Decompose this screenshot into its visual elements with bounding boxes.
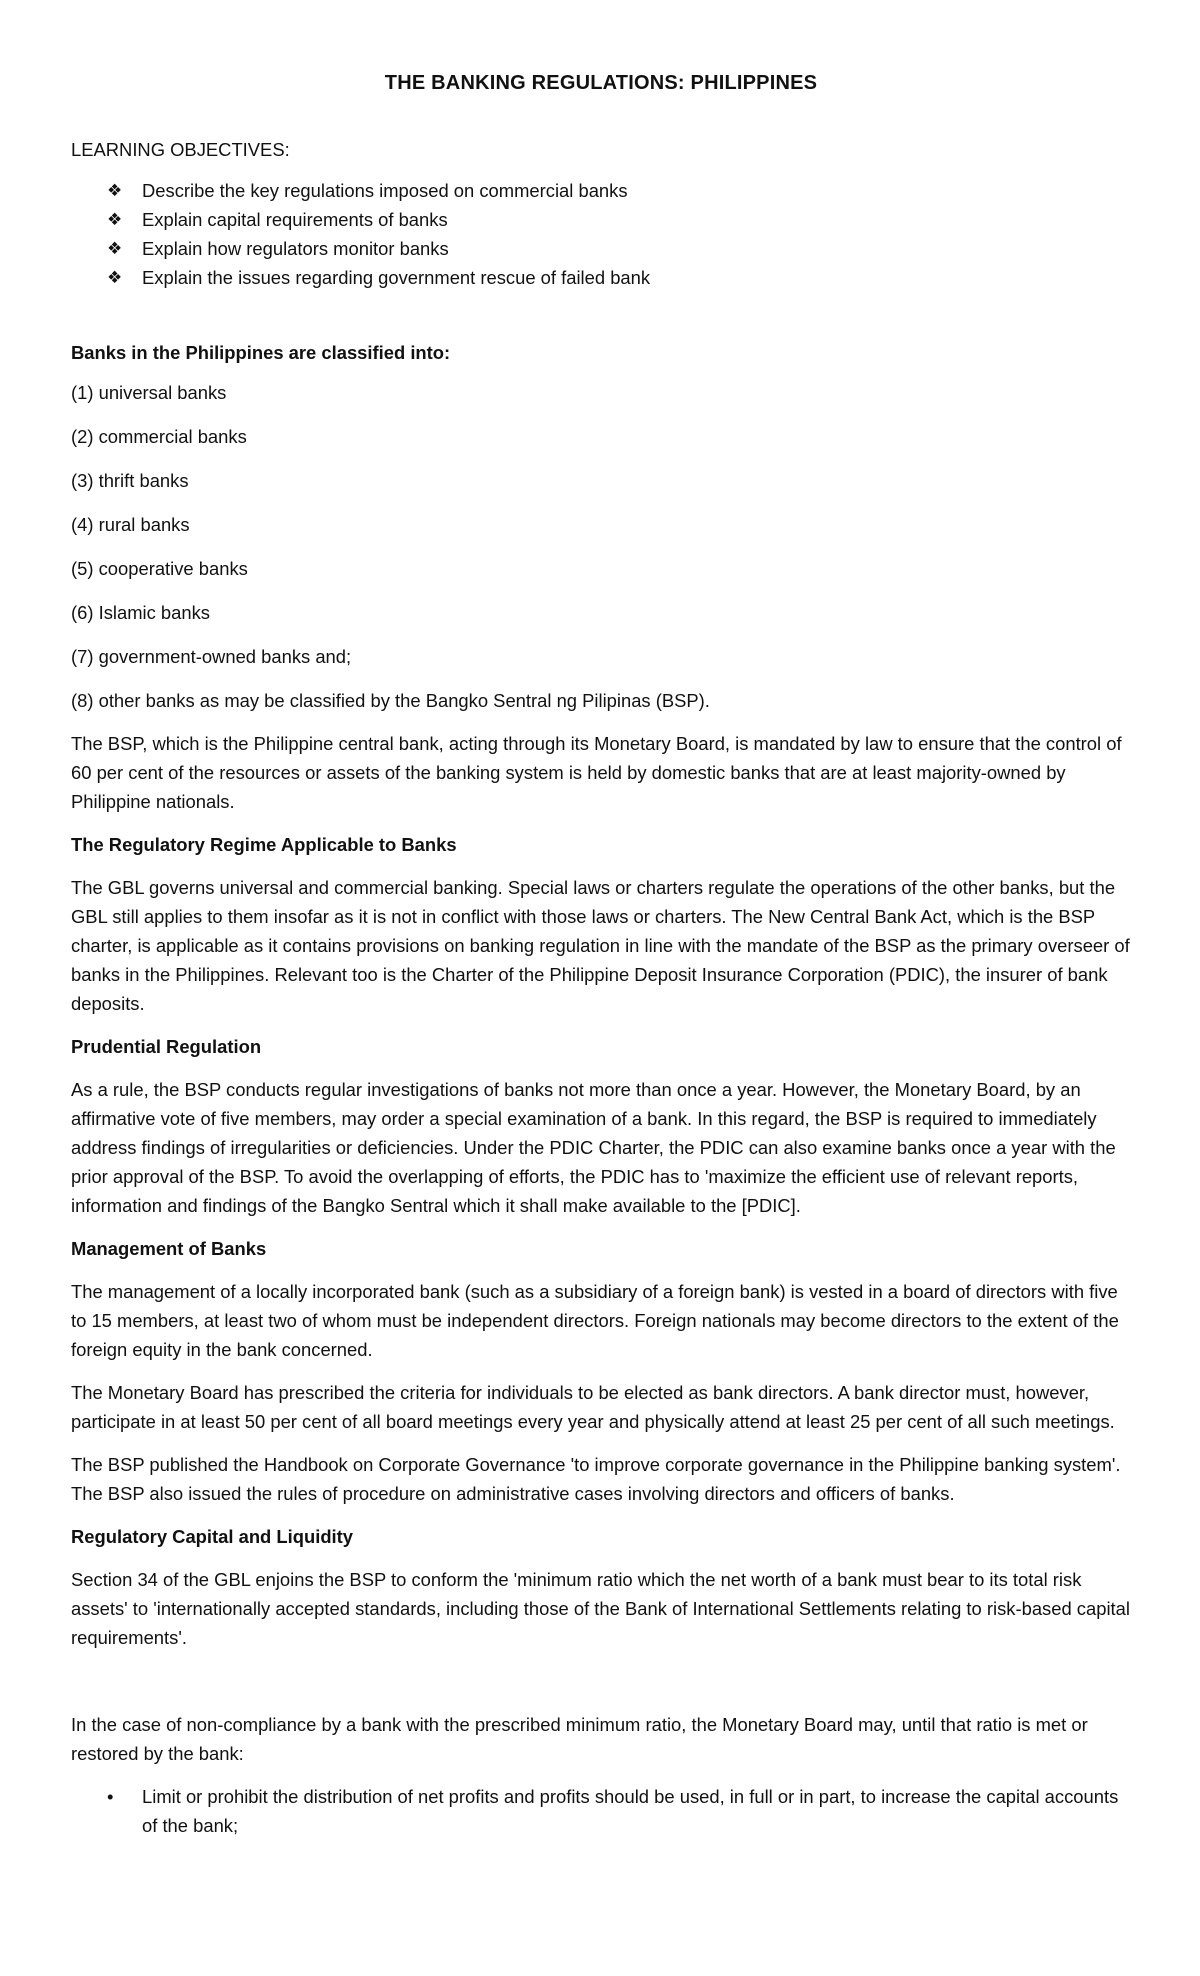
list-item: (6) Islamic banks — [71, 602, 210, 623]
list-item: (8) other banks as may be classified by the Bangko Sentral ng Pilipinas (BSP). — [71, 690, 710, 711]
prudential-regulation-paragraph: As a rule, the BSP conducts regular investigations of banks not more than once a year. However, the Monetary Board, by an affirmative vote of five members, may order a special examination of a bank. In this regard, the BSP is required to immediately address findings of irregularities or deficiencies. Under the PDIC Charter, the PDIC can also examine banks once a year with the prior approval of the BSP. To avoid the overlapping of efforts, the PDIC has to 'maximize the efficient use of relevant reports, information and findings of the Bangko Sentral which it shall make available to the [PDIC]. — [71, 1079, 1116, 1216]
list-item: ❖ Explain the issues regarding government rescue of failed bank — [71, 263, 1131, 292]
regulatory-regime-heading: The Regulatory Regime Applicable to Banks — [71, 834, 457, 855]
page-title: THE BANKING REGULATIONS: PHILIPPINES — [384, 72, 818, 94]
non-compliance-paragraph: In the case of non-compliance by a bank with the prescribed minimum ratio, the Monetary Board may, until that ratio is met or restored by the bank: — [71, 1714, 1088, 1764]
list-item: (4) rural banks — [71, 514, 190, 535]
diamond-bullet-icon: ❖ — [107, 181, 123, 200]
capital-paragraph: Section 34 of the GBL enjoins the BSP to conform the 'minimum ratio which the net worth of a bank must bear to its total risk assets' to 'internationally accepted standards, including those of the Bank of International Settlements relating to risk-based capital requirements'. — [71, 1569, 1130, 1648]
list-item: ❖ Explain capital requirements of banks — [71, 205, 1131, 234]
prudential-regulation-heading: Prudential Regulation — [71, 1036, 262, 1057]
bank-classification-list — [71, 378, 1131, 715]
diamond-bullet-icon: ❖ — [107, 268, 123, 287]
list-item: (3) thrift banks — [71, 470, 189, 491]
list-item: ❖ Describe the key regulations imposed on commercial banks — [71, 176, 1131, 205]
list-item: (2) commercial banks — [71, 426, 247, 447]
dot-bullet-icon: • — [107, 1786, 114, 1807]
management-paragraph: The BSP published the Handbook on Corporate Governance 'to improve corporate governance in the Philippine banking system'. The BSP also issued the rules of procedure on administrative cases involving directors and officers of banks. — [71, 1454, 1121, 1504]
diamond-bullet-icon: ❖ — [107, 210, 123, 229]
list-item: (7) government-owned banks and; — [71, 646, 352, 667]
management-paragraph: The management of a locally incorporated bank (such as a subsidiary of a foreign bank) is vested in a board of directors with five to 15 members, at least two of whom must be independent directors. Foreign nationals may become directors to the extent of the foreign equity in the bank concerned. — [71, 1281, 1119, 1360]
management-heading: Management of Banks — [71, 1238, 267, 1259]
learning-objectives-heading: LEARNING OBJECTIVES: — [71, 139, 290, 160]
regulatory-regime-paragraph: The GBL governs universal and commercial banking. Special laws or charters regulate the operations of the other banks, but the GBL still applies to them insofar as it is not in conflict with those laws or charters. The New Central Bank Act, which is the BSP charter, is applicable as it contains provisions on banking regulation in line with the mandate of the BSP as the primary overseer of banks in the Philippines. Relevant too is the Charter of the Philippine Deposit Insurance Corporation (PDIC), the insurer of bank deposits. — [71, 877, 1130, 1014]
list-item: (5) cooperative banks — [71, 558, 248, 579]
list-item: (1) universal banks — [71, 382, 227, 403]
list-item: ❖ Explain how regulators monitor banks — [71, 234, 1131, 263]
non-compliance-list — [71, 1782, 1131, 1840]
document-page — [71, 60, 1131, 1840]
management-paragraph: The Monetary Board has prescribed the criteria for individuals to be elected as bank directors. A bank director must, however, participate in at least 50 per cent of all board meetings every year and physically attend at least 25 per cent of all such meetings. — [71, 1382, 1115, 1432]
learning-objectives-list — [71, 176, 1131, 292]
capital-liquidity-heading: Regulatory Capital and Liquidity — [71, 1526, 354, 1547]
list-item: • Limit or prohibit the distribution of net profits and profits should be used, in full or in part, to increase the capital accounts of the bank; — [71, 1782, 1131, 1840]
classification-heading: Banks in the Philippines are classified into: — [71, 342, 451, 363]
bsp-control-paragraph: The BSP, which is the Philippine central bank, acting through its Monetary Board, is mandated by law to ensure that the control of 60 per cent of the resources or assets of the banking system is held by domestic banks that are at least majority-owned by Philippine nationals. — [71, 733, 1122, 812]
diamond-bullet-icon: ❖ — [107, 239, 123, 258]
